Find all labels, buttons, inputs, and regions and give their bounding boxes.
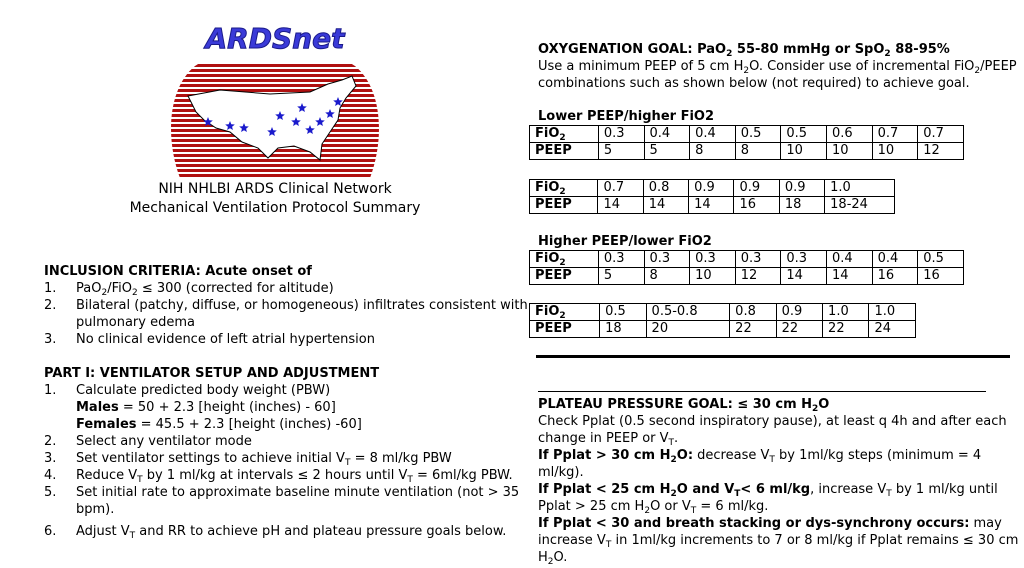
plateau-condition-3-cont: increase $V_T$ in 1ml/kg increments to 7 or 8 ml/kg if Pplat remains ≤ 30 cm xyxy=(538,533,1019,550)
table-cell: 0.9 xyxy=(779,180,824,197)
table-cell: 12 xyxy=(918,143,964,160)
table-cell: 5 xyxy=(598,268,644,285)
inclusion-list xyxy=(44,280,528,348)
table-cell: 0.5 xyxy=(735,126,781,143)
peep-row-label: PEEP xyxy=(530,143,599,160)
table-cell: 20 xyxy=(646,321,730,338)
table-cell: 22 xyxy=(730,321,776,338)
table-cell: 0.8 xyxy=(730,304,776,321)
table-row xyxy=(530,268,964,285)
table-cell: 0.3 xyxy=(690,251,736,268)
higher-peep-title: Higher PEEP/lower FiO2 xyxy=(538,234,712,249)
section-divider xyxy=(536,355,1010,358)
logo-stripe xyxy=(160,74,390,77)
list-item: 6. Adjust $V_T$ and RR to achieve pH and plateau pressure goals below. xyxy=(44,524,507,541)
org-name: NIH NHLBI ARDS Clinical Network xyxy=(158,181,392,197)
table-row xyxy=(530,126,964,143)
table-row xyxy=(530,251,964,268)
list-item: 4. Reduce $V_T$ by 1 ml/kg at intervals ≤ 2 hours until $V_T = 6ml/kg$ PBW. xyxy=(44,468,513,485)
logo-wordmark: ARDSnet xyxy=(205,22,345,55)
table-cell: 0.4 xyxy=(690,126,736,143)
table-row xyxy=(530,180,895,197)
table-cell: 0.9 xyxy=(734,180,779,197)
table-cell: 1.0 xyxy=(869,304,916,321)
plateau-title: PLATEAU PRESSURE GOAL: ≤ 30 cm $H_2O$ xyxy=(538,397,830,414)
table-cell: 0.8 xyxy=(643,180,688,197)
table-cell: 0.7 xyxy=(598,180,643,197)
plateau-text-1: Check Pplat (0.5 second inspiratory pause), at least q 4h and after each xyxy=(538,414,1007,429)
table-cell: 0.6 xyxy=(827,126,873,143)
fio2-row-label: FiO$_2$ xyxy=(530,304,600,321)
logo-stripe xyxy=(160,64,390,67)
table-cell: 1.0 xyxy=(825,180,895,197)
table-cell: 8 xyxy=(644,268,690,285)
table-cell: 0.3 xyxy=(781,251,827,268)
table-cell: 0.3 xyxy=(735,251,781,268)
table-cell: 16 xyxy=(734,197,779,214)
list-item: 2. Select any ventilator mode xyxy=(44,434,252,449)
table-cell: 22 xyxy=(823,321,869,338)
table-cell: 10 xyxy=(827,143,873,160)
table-cell: 10 xyxy=(872,143,918,160)
inclusion-title: INCLUSION CRITERIA: Acute onset of xyxy=(44,264,312,279)
table-cell: 10 xyxy=(690,268,736,285)
table-cell: 0.5-0.8 xyxy=(646,304,730,321)
peep-row-label: PEEP xyxy=(530,321,600,338)
table-cell: 16 xyxy=(872,268,918,285)
peep-row-label: PEEP xyxy=(530,197,598,214)
table-cell: 0.7 xyxy=(918,126,964,143)
logo-stripe xyxy=(160,154,390,157)
table-cell: 0.5 xyxy=(781,126,827,143)
higher-peep-table-1 xyxy=(529,250,964,285)
table-cell: 14 xyxy=(827,268,873,285)
oxygenation-title: OXYGENATION GOAL: PaO$_2$ 55-80 mmHg or SpO$_2$ 88-95% xyxy=(538,42,950,59)
fio2-row-label: FiO$_2$ xyxy=(530,180,598,197)
oxygenation-text-2: combinations such as shown below (not required) to achieve goal. xyxy=(538,76,970,91)
table-row xyxy=(530,143,964,160)
table-cell: 0.4 xyxy=(827,251,873,268)
table-cell: 0.9 xyxy=(689,180,734,197)
part1-title: PART I: VENTILATOR SETUP AND ADJUSTMENT xyxy=(44,366,380,381)
table-cell: 8 xyxy=(690,143,736,160)
logo-stripe xyxy=(160,164,390,167)
logo-stripe xyxy=(160,79,390,82)
table-cell: 18 xyxy=(600,321,646,338)
table-cell: 0.9 xyxy=(776,304,822,321)
list-item: 1. Calculate predicted body weight (PBW) Males = 50 + 2.3 [height (inches) - 60] Females = 45.5 + 2.3 [height (inches) -60] xyxy=(44,383,362,432)
lower-peep-table-2 xyxy=(529,179,895,214)
plateau-condition-1-cont: ml/kg). xyxy=(538,465,584,480)
table-cell: 10 xyxy=(781,143,827,160)
table-row xyxy=(530,304,916,321)
table-cell: 18-24 xyxy=(825,197,895,214)
protocol-title: Mechanical Ventilation Protocol Summary xyxy=(129,200,421,216)
table-cell: 0.5 xyxy=(600,304,646,321)
table-cell: 14 xyxy=(781,268,827,285)
logo-stripe xyxy=(160,89,390,92)
higher-peep-table-2 xyxy=(529,303,916,338)
list-item: 5. Set initial rate to approximate baseline minute ventilation (not > 35 bpm). xyxy=(44,485,520,517)
table-cell: 8 xyxy=(735,143,781,160)
list-item: 2. Bilateral (patchy, diffuse, or homogeneous) infiltrates consistent with pulmonary edema xyxy=(44,298,528,330)
logo-stripe xyxy=(160,69,390,72)
table-cell: 5 xyxy=(644,143,690,160)
table-cell: 24 xyxy=(869,321,916,338)
plateau-condition-1: If Pplat > 30 cm $H_2O$: decrease $V_T$ by 1ml/kg steps (minimum = 4 xyxy=(538,448,982,465)
section-divider-thin xyxy=(538,391,986,392)
table-cell: 0.4 xyxy=(872,251,918,268)
table-row xyxy=(530,197,895,214)
table-cell: 14 xyxy=(598,197,643,214)
list-item: 3. Set ventilator settings to achieve initial $V_T = 8$ ml/kg PBW xyxy=(44,451,452,468)
table-cell: 16 xyxy=(918,268,964,285)
table-cell: 14 xyxy=(643,197,688,214)
table-cell: 0.5 xyxy=(918,251,964,268)
table-cell: 0.4 xyxy=(644,126,690,143)
plateau-condition-2: If Pplat < 25 cm $H_2O$ and $V_T< 6$ ml/kg, increase $V_T$ by 1 ml/kg until xyxy=(538,482,998,499)
table-cell: 1.0 xyxy=(823,304,869,321)
list-item: 3. No clinical evidence of left atrial hypertension xyxy=(44,332,375,347)
table-cell: 0.3 xyxy=(644,251,690,268)
plateau-condition-3-cont2: $H_2O$. xyxy=(538,550,568,567)
lower-peep-title: Lower PEEP/higher FiO2 xyxy=(538,109,715,124)
table-cell: 18 xyxy=(779,197,824,214)
peep-row-label: PEEP xyxy=(530,268,599,285)
table-row xyxy=(530,321,916,338)
plateau-condition-3: If Pplat < 30 and breath stacking or dys-synchrony occurs: may xyxy=(538,516,1002,531)
logo-stripe xyxy=(160,169,390,172)
plateau-text-2: change in PEEP or $V_T$. xyxy=(538,431,679,448)
fio2-row-label: FiO$_2$ xyxy=(530,251,599,268)
plateau-condition-2-cont: Pplat > 25 cm $H_2O$ or $V_T = 6$ ml/kg. xyxy=(538,499,769,516)
table-cell: 0.3 xyxy=(598,251,644,268)
part1-list xyxy=(44,382,519,540)
list-item: 1. PaO$_2$/FiO$_2$ ≤ 300 (corrected for altitude) xyxy=(44,281,334,298)
oxygenation-text-1: Use a minimum PEEP of 5 cm $H_2O$. Consider use of incremental FiO$_2$/PEEP xyxy=(538,59,1017,76)
logo-stripe xyxy=(160,174,390,177)
usa-map xyxy=(188,76,356,160)
table-cell: 14 xyxy=(689,197,734,214)
table-cell: 0.3 xyxy=(598,126,644,143)
table-cell: 22 xyxy=(776,321,822,338)
table-cell: 12 xyxy=(735,268,781,285)
logo-stripe xyxy=(160,159,390,162)
table-cell: 0.7 xyxy=(872,126,918,143)
fio2-row-label: FiO$_2$ xyxy=(530,126,599,143)
lower-peep-table-1 xyxy=(529,125,964,160)
table-cell: 5 xyxy=(598,143,644,160)
